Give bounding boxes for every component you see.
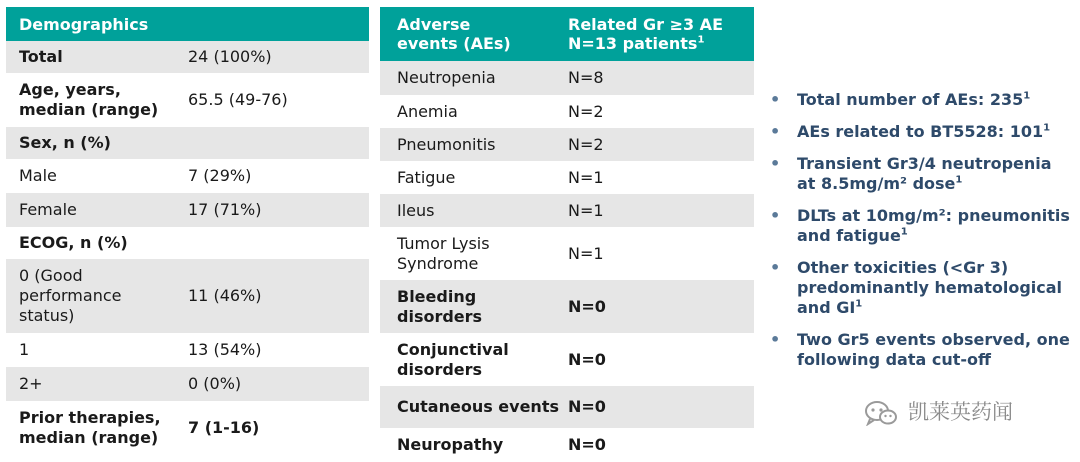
watermark <box>864 396 1013 426</box>
ae-value: N=1 <box>568 227 754 280</box>
bullet-marker: • <box>770 154 781 173</box>
row-value: 17 (71%) <box>188 193 369 227</box>
ae-value: N=8 <box>568 61 754 95</box>
ae-label: Bleeding disorders <box>380 280 568 333</box>
row-value: 65.5 (49-76) <box>188 73 369 127</box>
table-row <box>6 401 369 455</box>
table-row <box>6 193 369 227</box>
bullet-text: DLTs at 10mg/m²: pneumonitis and fatigue <box>797 206 1070 245</box>
table-row <box>380 386 754 428</box>
table-row <box>380 280 754 333</box>
bullet-marker: • <box>770 122 781 141</box>
row-label: ECOG, n (%) <box>6 227 369 259</box>
footnote-ref: 1 <box>955 174 963 186</box>
wechat-icon <box>864 400 898 426</box>
ae-value: N=2 <box>568 95 754 128</box>
row-label: 1 <box>6 333 188 367</box>
row-value: 24 (100%) <box>188 41 369 73</box>
ae-header-label: Adverse events (AEs) <box>380 7 568 61</box>
table-row <box>6 73 369 127</box>
ae-label: Ileus <box>380 194 568 227</box>
watermark-text: 凯莱英药闻 <box>908 400 1013 424</box>
bullet-item <box>770 258 1075 318</box>
row-label: Prior therapies, median (range) <box>6 401 188 455</box>
bullet-text: Other toxicities (<Gr 3) predominantly hematological and GI <box>797 258 1063 317</box>
table-row <box>380 428 754 462</box>
row-label: 0 (Good performance status) <box>6 259 188 333</box>
row-value: 0 (0%) <box>188 367 369 401</box>
ae-label: Pneumonitis <box>380 128 568 161</box>
bullet-marker: • <box>770 330 781 349</box>
row-label: Female <box>6 193 188 227</box>
bullet-text: Transient Gr3/4 neutropenia at 8.5mg/m² dose <box>797 154 1052 193</box>
row-value: 13 (54%) <box>188 333 369 367</box>
bullet-item <box>770 90 1075 110</box>
footnote-ref: 1 <box>697 34 705 46</box>
ae-header-related <box>568 7 754 61</box>
table-row <box>380 333 754 386</box>
bullet-item <box>770 330 1075 370</box>
row-label: Sex, n (%) <box>6 127 369 159</box>
ae-label: Fatigue <box>380 161 568 194</box>
table-row <box>6 41 369 73</box>
bullet-text: Total number of AEs: 235 <box>797 90 1024 109</box>
table-row <box>6 259 369 333</box>
bullet-item <box>770 206 1075 246</box>
adverse-events-table <box>380 7 754 462</box>
bullet-marker: • <box>770 258 781 277</box>
row-label: Male <box>6 159 188 193</box>
ae-label: Conjunctival disorders <box>380 333 568 386</box>
row-value: 11 (46%) <box>188 259 369 333</box>
table-row <box>380 161 754 194</box>
ae-value: N=1 <box>568 161 754 194</box>
footnote-ref: 1 <box>855 298 863 310</box>
ae-label: Anemia <box>380 95 568 128</box>
table-row <box>380 128 754 161</box>
bullet-marker: • <box>770 90 781 109</box>
bullet-text: Two Gr5 events observed, one following data cut-off <box>797 330 1070 369</box>
demographics-table <box>6 7 369 455</box>
ae-label: Cutaneous events <box>380 386 568 428</box>
ae-value: N=0 <box>568 428 754 462</box>
ae-header-text: Related Gr ≥3 AE N=13 patients <box>568 15 723 53</box>
table-row <box>380 95 754 128</box>
row-label: Total <box>6 41 188 73</box>
table-row <box>380 61 754 95</box>
footnote-ref: 1 <box>1023 90 1031 102</box>
bullet-marker: • <box>770 206 781 225</box>
row-label: Age, years, median (range) <box>6 73 188 127</box>
table-row <box>6 227 369 259</box>
bullet-text: AEs related to BT5528: 101 <box>797 122 1044 141</box>
demographics-header: Demographics <box>6 7 369 41</box>
ae-value: N=0 <box>568 280 754 333</box>
table-row <box>6 159 369 193</box>
bullet-item <box>770 154 1075 194</box>
row-value: 7 (29%) <box>188 159 369 193</box>
table-row <box>380 194 754 227</box>
row-value: 7 (1-16) <box>188 401 369 455</box>
ae-value: N=1 <box>568 194 754 227</box>
ae-label: Neuropathy <box>380 428 568 462</box>
table-row <box>6 333 369 367</box>
footnote-ref: 1 <box>1043 122 1051 134</box>
footnote-ref: 1 <box>900 226 908 238</box>
table-row <box>6 127 369 159</box>
summary-bullet-list <box>770 90 1075 382</box>
row-label: 2+ <box>6 367 188 401</box>
ae-label: Neutropenia <box>380 61 568 95</box>
bullet-item <box>770 122 1075 142</box>
ae-value: N=0 <box>568 333 754 386</box>
ae-label: Tumor Lysis Syndrome <box>380 227 568 280</box>
ae-value: N=2 <box>568 128 754 161</box>
ae-value: N=0 <box>568 386 754 428</box>
table-row <box>380 227 754 280</box>
table-row <box>6 367 369 401</box>
